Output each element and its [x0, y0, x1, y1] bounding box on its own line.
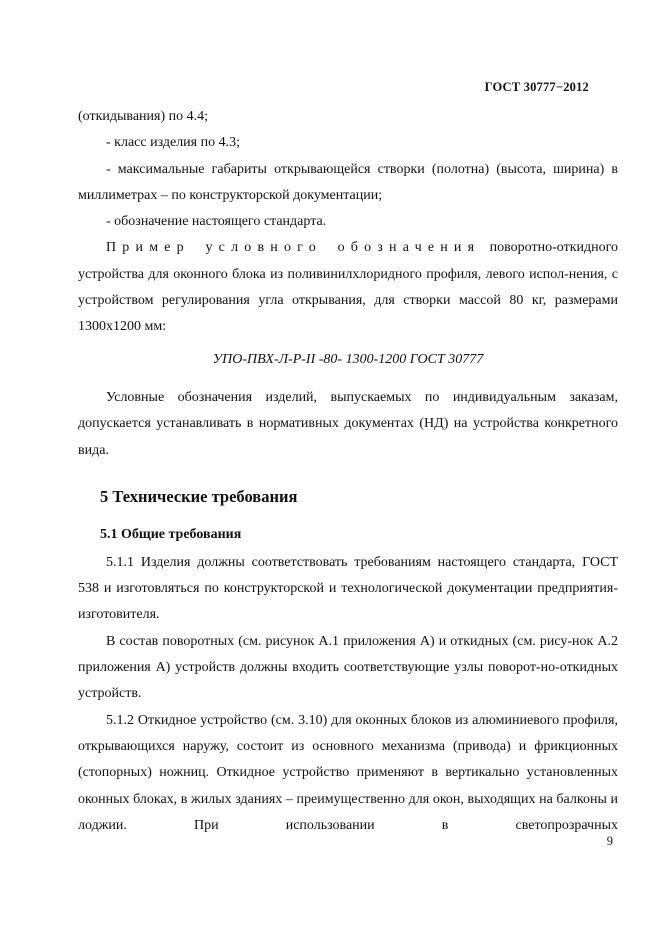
- paragraph-composition: В состав поворотных (см. рисунок А.1 приложения А) и откидных (см. рису-нок А.2 приложения А) устройств должны входить соответствующие узлы поворот-но-откидных устройств.: [78, 633, 618, 702]
- paragraph-5-1-2: 5.1.2 Откидное устройство (см. 3.10) для оконных блоков из алюминиевого профиля, открывающихся наружу, состоит из основного механизма (привода) и фрикционных (стопорных) ножниц. Откидное устройство применяют в вертикально установленных оконных блоках, в жилых зданиях – преимущественно для окон, выходящих на балконы и лоджии. При использовании в светопрозрачных: [78, 712, 618, 833]
- page-content: [78, 104, 618, 839]
- paragraph-standard-designation: - обозначение настоящего стандарта.: [106, 214, 327, 230]
- paragraph-product-class: - класс изделия по 4.3;: [106, 135, 240, 151]
- subsection-heading: 5.1 Общие требования: [100, 526, 242, 542]
- designation-formula: УПО-ПВХ-Л-Р-II -80- 1300-1200 ГОСТ 30777: [212, 351, 484, 367]
- example-label: Пример условного обозначения: [106, 240, 481, 256]
- paragraph-custom-orders: Условные обозначения изделий, выпускаемых по индивидуальным заказам, допускается устанавливать в нормативных документах (НД) на устройства конкретного вида.: [78, 389, 618, 458]
- section-heading: 5 Технические требования: [100, 486, 298, 506]
- page-number: 9: [606, 834, 613, 848]
- example-text: поворотно-откидного устройства для оконного блока из поливинилхлоридного профиля, левого испол-нения, с устройством регулирования угла открывания, для створки массой 80 кг, размерами 1300х1200 мм:: [78, 240, 618, 335]
- document-header: ГОСТ 30777−2012: [484, 80, 589, 94]
- paragraph-max-dimensions: - максимальные габариты открывающейся створки (полотна) (высота, ширина) в миллиметрах – по конструкторской документации;: [78, 161, 618, 203]
- paragraph-opening-direction: (откидывания) по 4.4;: [78, 109, 209, 124]
- paragraph-example: [78, 235, 618, 340]
- paragraph-5-1-1: 5.1.1 Изделия должны соответствовать требованиям настоящего стандарта, ГОСТ 538 и изготовляться по конструкторской и технологической документации предприятия-изготовителя.: [78, 554, 618, 623]
